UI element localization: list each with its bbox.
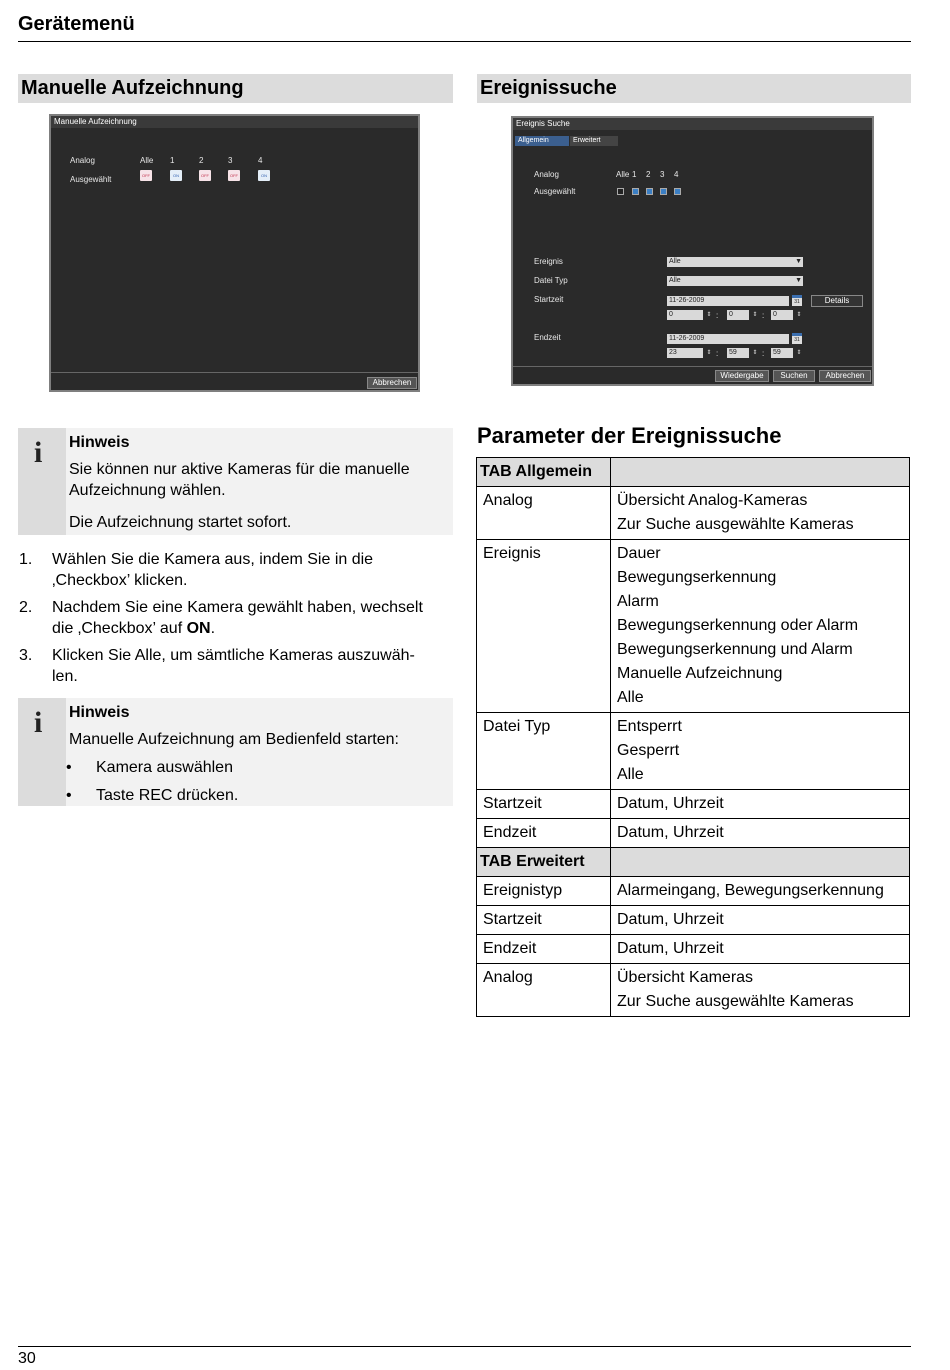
bullet-icon: • (66, 759, 72, 776)
table-row (477, 877, 910, 906)
parameter-name: Endzeit (477, 935, 611, 964)
step-text: len. (52, 668, 78, 685)
bullet-icon: • (66, 787, 72, 804)
parameter-value: Übersicht Analog-Kameras (617, 492, 808, 509)
parameter-values (611, 819, 910, 848)
column-all: Alle (140, 156, 154, 165)
footer-rule (18, 1346, 911, 1347)
footer-divider (513, 366, 872, 367)
info-icon: i (34, 436, 43, 469)
parameter-values (611, 790, 910, 819)
parameter-value: Zur Suche ausgewählte Kameras (617, 993, 854, 1010)
start-time-label: Startzeit (534, 295, 564, 304)
event-select-value: Alle (669, 258, 681, 265)
step-text-part: die ‚Checkbox’ auf (52, 620, 187, 637)
parameter-value: Zur Suche ausgewählte Kameras (617, 516, 854, 533)
note-box (18, 698, 453, 806)
column-4: 4 (674, 170, 679, 179)
section-title-manual-recording: Manuelle Aufzeichnung (18, 74, 453, 103)
toggle-all[interactable]: OFF (140, 170, 152, 181)
table-row (477, 790, 910, 819)
parameter-name: Analog (477, 964, 611, 1017)
step-text (52, 618, 215, 639)
step-text: Nachdem Sie eine Kamera gewählt haben, wechselt (52, 599, 423, 616)
column-2: 2 (646, 170, 651, 179)
parameter-value: Alarmeingang, Bewegungserkennung (617, 882, 884, 899)
manual-recording-screenshot (49, 114, 420, 392)
group-label: TAB Allgemein (477, 458, 611, 487)
step-text: ‚Checkbox’ klicken. (52, 572, 188, 589)
event-search-screenshot (511, 116, 874, 386)
parameter-table (476, 457, 910, 1017)
column-1: 1 (632, 170, 637, 179)
toggle-camera-1[interactable]: ON (170, 170, 182, 181)
parameter-name: Startzeit (477, 790, 611, 819)
header-rule (18, 41, 911, 42)
calendar-icon[interactable]: 31 (792, 333, 802, 344)
note-box (18, 428, 453, 535)
step-text-bold: ON (186, 620, 211, 637)
page-header-title: Gerätemenü (18, 13, 135, 35)
event-label: Ereignis (534, 257, 563, 266)
time-separator: : (762, 311, 765, 320)
column-2: 2 (199, 156, 204, 165)
parameter-table-title: Parameter der Ereignissuche (477, 423, 782, 448)
parameter-value: Dauer (617, 545, 661, 562)
toggle-camera-3[interactable]: OFF (228, 170, 240, 181)
toggle-camera-4[interactable]: ON (258, 170, 270, 181)
checkbox-camera-3[interactable] (660, 188, 667, 195)
note-text: Aufzeichnung wählen. (69, 482, 226, 499)
spinner-icon[interactable]: ⇕ (706, 312, 712, 318)
file-type-label: Datei Typ (534, 276, 568, 285)
step-text-part: . (210, 620, 216, 637)
parameter-name: Startzeit (477, 906, 611, 935)
parameter-name: Datei Typ (477, 713, 611, 790)
checkbox-camera-4[interactable] (674, 188, 681, 195)
table-row (477, 540, 910, 713)
table-row (477, 819, 910, 848)
group-empty-cell (611, 848, 910, 877)
event-select[interactable] (667, 257, 803, 267)
spinner-icon[interactable]: ⇕ (752, 350, 758, 356)
dialog-title: Manuelle Aufzeichnung (51, 116, 418, 128)
parameter-values (611, 935, 910, 964)
page-number: 30 (18, 1350, 36, 1367)
end-minute-field[interactable]: 59 (727, 348, 749, 358)
parameter-value: Datum, Uhrzeit (617, 940, 724, 957)
search-button[interactable]: Suchen (773, 370, 815, 382)
table-row (477, 487, 910, 540)
section-title-event-search: Ereignissuche (477, 74, 911, 103)
step-number: 3. (19, 647, 33, 664)
column-all: Alle (616, 170, 630, 179)
file-type-select[interactable] (667, 276, 803, 286)
note-heading: Hinweis (69, 434, 130, 451)
bullet-text: Kamera auswählen (96, 759, 233, 776)
parameter-name: Ereignistyp (477, 877, 611, 906)
toggle-camera-2[interactable]: OFF (199, 170, 211, 181)
footer-divider (51, 372, 418, 373)
parameter-value: Bewegungserkennung (617, 569, 777, 586)
start-minute-field[interactable]: 0 (727, 310, 749, 320)
start-hour-field[interactable]: 0 (667, 310, 703, 320)
step-number: 1. (19, 551, 33, 568)
table-group-row (477, 458, 910, 487)
column-3: 3 (660, 170, 665, 179)
parameter-value: Bewegungserkennung und Alarm (617, 641, 853, 658)
parameter-value: Manuelle Aufzeichnung (617, 665, 783, 682)
parameter-value: Alle (617, 689, 644, 706)
parameter-name: Analog (477, 487, 611, 540)
parameter-values (611, 877, 910, 906)
time-separator: : (716, 349, 719, 358)
spinner-icon[interactable]: ⇕ (796, 350, 802, 356)
checkbox-camera-1[interactable] (632, 188, 639, 195)
group-empty-cell (611, 458, 910, 487)
end-second-field[interactable]: 59 (771, 348, 793, 358)
time-separator: : (716, 311, 719, 320)
parameter-values (611, 906, 910, 935)
checkbox-all[interactable] (617, 188, 624, 195)
parameter-value: Datum, Uhrzeit (617, 824, 724, 841)
dialog-title: Ereignis Suche (513, 118, 872, 130)
table-row (477, 906, 910, 935)
step-number: 2. (19, 599, 33, 616)
info-icon: i (34, 706, 43, 739)
note-heading: Hinweis (69, 704, 130, 721)
table-row (477, 964, 910, 1017)
column-4: 4 (258, 156, 263, 165)
cancel-button[interactable]: Abbrechen (367, 377, 417, 389)
table-row (477, 935, 910, 964)
parameter-values (611, 964, 910, 1017)
end-date-field[interactable]: 11-26-2009 (667, 334, 789, 344)
parameter-value: Datum, Uhrzeit (617, 911, 724, 928)
parameter-name: Ereignis (477, 540, 611, 713)
parameter-values (611, 487, 910, 540)
analog-label: Analog (70, 156, 95, 165)
chevron-down-icon: ▼ (795, 258, 802, 265)
cancel-button[interactable]: Abbrechen (819, 370, 871, 382)
spinner-icon[interactable]: ⇕ (752, 312, 758, 318)
checkbox-camera-2[interactable] (646, 188, 653, 195)
note-text: Sie können nur aktive Kameras für die manuelle (69, 461, 410, 478)
note-text: Die Aufzeichnung startet sofort. (69, 514, 292, 531)
end-hour-field[interactable]: 23 (667, 348, 703, 358)
tab-erweitert[interactable]: Erweitert (570, 136, 618, 146)
parameter-name: Endzeit (477, 819, 611, 848)
tab-allgemein[interactable]: Allgemein (515, 136, 569, 146)
start-date-field[interactable]: 11-26-2009 (667, 296, 789, 306)
parameter-values (611, 713, 910, 790)
selected-label: Ausgewählt (70, 175, 112, 184)
table-group-row (477, 848, 910, 877)
parameter-values (611, 540, 910, 713)
end-time-label: Endzeit (534, 333, 561, 342)
file-type-select-value: Alle (669, 277, 681, 284)
parameter-value: Gesperrt (617, 742, 680, 759)
calendar-icon[interactable]: 31 (792, 295, 802, 306)
step-text: Klicken Sie Alle, um sämtliche Kameras auszuwäh- (52, 647, 415, 664)
group-label: TAB Erweitert (477, 848, 611, 877)
table-body-allgemein (477, 487, 910, 848)
playback-button[interactable]: Wiedergabe (715, 370, 769, 382)
note-text: Manuelle Aufzeichnung am Bedienfeld starten: (69, 731, 399, 748)
parameter-value: Alarm (617, 593, 659, 610)
parameter-value: Alle (617, 766, 644, 783)
chevron-down-icon: ▼ (795, 277, 802, 284)
parameter-value: Bewegungserkennung oder Alarm (617, 617, 859, 634)
step-text: Wählen Sie die Kamera aus, indem Sie in die (52, 551, 374, 568)
start-second-field[interactable]: 0 (771, 310, 793, 320)
parameter-value: Entsperrt (617, 718, 682, 735)
details-button[interactable]: Details (811, 295, 863, 307)
analog-label: Analog (534, 170, 559, 179)
bullet-text: Taste REC drücken. (96, 787, 239, 804)
selected-label: Ausgewählt (534, 187, 576, 196)
table-row (477, 713, 910, 790)
spinner-icon[interactable]: ⇕ (706, 350, 712, 356)
parameter-value: Datum, Uhrzeit (617, 795, 724, 812)
column-1: 1 (170, 156, 175, 165)
time-separator: : (762, 349, 765, 358)
spinner-icon[interactable]: ⇕ (796, 312, 802, 318)
parameter-value: Übersicht Kameras (617, 969, 754, 986)
table-body-erweitert (477, 877, 910, 1017)
column-3: 3 (228, 156, 233, 165)
